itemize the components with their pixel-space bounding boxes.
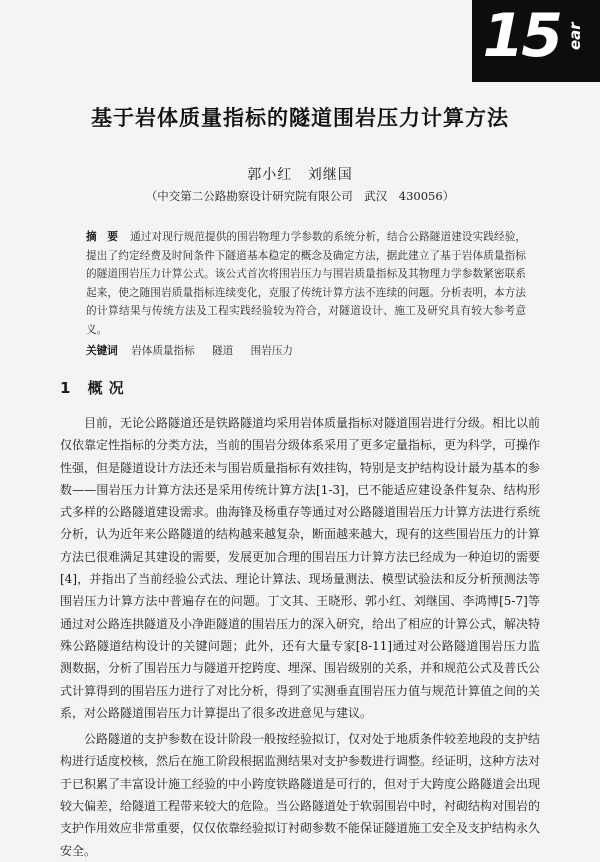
section-number: 1 <box>60 379 77 397</box>
keyword: 隧道 <box>212 345 234 357</box>
abstract-label: 摘 要 <box>86 231 119 243</box>
section-heading <box>60 377 130 398</box>
affiliation: （中交第二公路勘察设计研究院有限公司 武汉 430056） <box>145 189 455 203</box>
abstract <box>86 228 526 339</box>
paragraph: 公路隧道的支护参数在设计阶段一般按经验拟订，仅对处于地质条件较差地段的支护结构进行适度校核，然后在施工阶段根据监测结果对支护参数进行调整。经证明，这种方法对于已积累了丰富设计施工经验的中小跨度铁路隧道是可行的，但对于大跨度公路隧道会出现较大偏差，给隧道工程带来较大的危险。当公路隧道处于软弱围岩中时，衬砌结构对围岩的支护作用效应非常重要，仅仅依靠经验拟订衬砌参数不能保证隧道施工安全及支护结构永久安全。 <box>60 732 541 858</box>
page-number-tag <box>472 0 600 82</box>
keyword: 围岩压力 <box>250 345 294 357</box>
page-number: 15 <box>482 1 560 71</box>
keyword: 岩体质量指标 <box>131 345 195 357</box>
section-title: 概况 <box>87 379 130 397</box>
keywords-label: 关键词 <box>86 345 118 357</box>
paragraph: 目前，无论公路隧道还是铁路隧道均采用岩体质量指标对隧道围岩进行分级。相比以前仅依靠定性指标的分类方法，当前的围岩分级体系采用了更多定量指标，更为科学，可操作性强，但是隧道设计方法还未与围岩质量指标有效挂钩，特别是支护结构设计最为基本的参数——围岩压力计算方法还是采用传统计算方法[1-3]，已不能适应建设条件复杂、结构形式多样的公路隧道建设需求。曲海锋及杨重存等通过对公路隧道围岩压力计算方法进行系统分析，认为近年来公路隧道的结构越来越复杂，断面越来越大，现有的这些围岩压力的计算方法已很难满足其建设的需要，发展更加合理的围岩压力计算方法已经成为一种迫切的需要[4]，并指出了当前经验公式法、理论计算法、现场量测法、模型试验法和反分析预测法等围岩压力计算方法中普遍存在的问题。丁文其、王晓形、郭小红、刘继国、李鸿博[5-7]等通过对公路连拱隧道及小净距隧道的围岩压力的深入研究，给出了相应的计算公式，解决特殊公路隧道结构设计的关键问题；此外，还有大量专家[8-11]通过对公路隧道围岩压力监测数据，分析了围岩压力与隧道开挖跨度、埋深、围岩级别的关系，并和规范公式及普氏公式计算得到的围岩压力进行了对比分析，得到了实测垂直围岩压力值与规范计算值之间的关系，对公路隧道围岩压力计算提出了很多改进意见与建议。 <box>60 416 541 720</box>
body-text <box>60 412 540 862</box>
author-name: 刘继国 <box>307 167 353 183</box>
abstract-text: 通过对现行规范提供的围岩物理力学参数的系统分析，结合公路隧道建设实践经验，提出了约定经费及时间条件下隧道基本稳定的概念及确定方法，据此建立了基于岩体质量指标的隧道围岩压力计算公式。该公式首次将围岩压力与围岩质量指标及其物理力学参数紧密联系起来，使之随围岩质量指标连续变化，克服了传统计算方法不连续的问题。分析表明，本方法的计算结果与传统方法及工程实践经验较为符合，对隧道设计、施工及研究具有较大参考意义。 <box>86 231 526 336</box>
corner-word: ear <box>566 22 584 50</box>
keywords <box>86 342 526 360</box>
author-name: 郭小红 <box>247 167 293 183</box>
authors <box>0 164 600 184</box>
paper-title: 基于岩体质量指标的隧道围岩压力计算方法 <box>91 106 509 130</box>
